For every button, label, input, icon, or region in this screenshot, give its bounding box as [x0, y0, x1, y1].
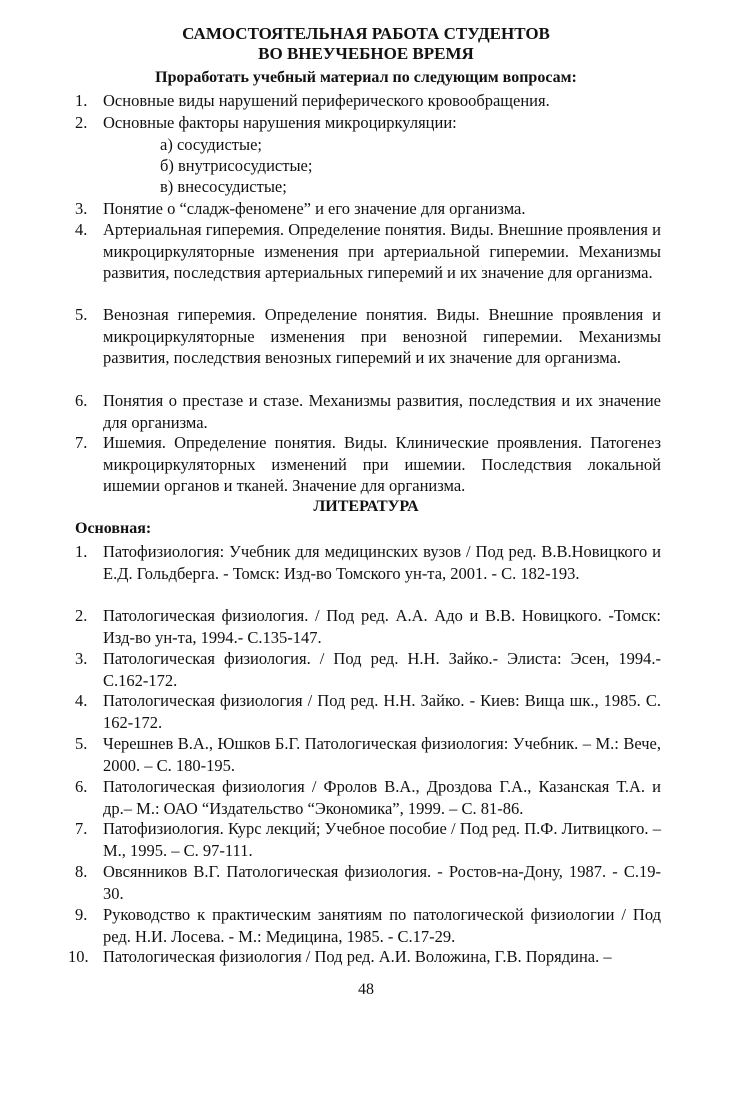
- subitem-intravascular: б) внутрисосудистые;: [160, 156, 313, 175]
- question-item: [75, 304, 661, 369]
- page-number: 48: [358, 981, 374, 998]
- question-number: 7.: [75, 433, 88, 452]
- question-text: Понятие о “сладж-феномене” и его значение для организма.: [103, 199, 526, 218]
- literature-item: [75, 776, 661, 819]
- question-number: 4.: [75, 220, 88, 239]
- question-number: 6.: [75, 391, 88, 410]
- instruction-line: Проработать учебный материал по следующим вопросам:: [155, 69, 577, 86]
- literature-item: [75, 541, 661, 584]
- literature-number: 1.: [75, 542, 88, 561]
- literature-title: ЛИТЕРАТУРА: [313, 498, 419, 515]
- literature-section-label: Основная:: [75, 520, 152, 537]
- question-item: [75, 112, 661, 134]
- literature-item: [75, 690, 661, 733]
- subitem-vascular: а) сосудистые;: [160, 135, 262, 154]
- page-title-line-2: ВО ВНЕУЧЕБНОЕ ВРЕМЯ: [258, 44, 474, 63]
- literature-text: Патологическая физиология. / Под ред. А.А. Адо и В.В. Новицкого. -Томск: Изд-во ун-та, 1994.- С.135-147.: [103, 606, 661, 647]
- literature-item: [75, 648, 661, 691]
- literature-number: 8.: [75, 862, 88, 881]
- literature-number: 9.: [75, 905, 88, 924]
- question-number: 2.: [75, 113, 88, 132]
- question-number: 5.: [75, 305, 88, 324]
- question-text: Венозная гиперемия. Определение понятия. Виды. Внешние проявления и микроциркуляторные изменения при венозной гиперемии. Механизмы развития, последствия венозных гиперемий и их значение для организма.: [103, 305, 661, 368]
- literature-number: 5.: [75, 734, 88, 753]
- literature-number: 10.: [68, 947, 89, 966]
- question-number: 3.: [75, 199, 88, 218]
- question-text: Понятия о престазе и стазе. Механизмы развития, последствия и их значение для организма.: [103, 391, 661, 432]
- literature-text: Черешнев В.А., Юшков Б.Г. Патологическая физиология: Учебник. – М.: Вече, 2000. – С. 180-195.: [103, 734, 661, 775]
- literature-text: Патологическая физиология / Фролов В.А., Дроздова Г.А., Казанская Т.А. и др.– М.: ОАО “Издательство “Экономика”, 1999. – С. 81-86.: [103, 777, 661, 818]
- literature-item: [75, 861, 661, 904]
- literature-text: Патологическая физиология. / Под ред. Н.Н. Зайко.- Элиста: Эсен, 1994.- С.162-172.: [103, 649, 661, 690]
- question-item: [75, 432, 661, 497]
- literature-text: Патологическая физиология / Под ред. А.И. Воложина, Г.В. Порядина. –: [103, 947, 612, 966]
- literature-text: Патологическая физиология / Под ред. Н.Н. Зайко. - Киев: Вища шк., 1985. С. 162-172.: [103, 691, 661, 732]
- question-item: [75, 390, 661, 433]
- literature-text: Овсянников В.Г. Патологическая физиология. - Ростов-на-Дону, 1987. - С.19-30.: [103, 862, 661, 903]
- literature-number: 3.: [75, 649, 88, 668]
- literature-number: 2.: [75, 606, 88, 625]
- question-text: Основные факторы нарушения микроциркуляции:: [103, 113, 457, 132]
- question-item: [75, 219, 661, 284]
- literature-text: Патофизиология: Учебник для медицинских вузов / Под ред. В.В.Новицкого и Е.Д. Гольдберга. - Томск: Изд-во Томского ун-та, 2001. - С. 182-193.: [103, 542, 661, 583]
- question-item: [75, 90, 661, 112]
- question-text: Артериальная гиперемия. Определение понятия. Виды. Внешние проявления и микроциркуляторные изменения при артериальной гиперемии. Механизмы развития, последствия артериальных гиперемий и их значение для организма.: [103, 220, 661, 283]
- literature-text: Патофизиология. Курс лекций; Учебное пособие / Под ред. П.Ф. Литвицкого. – М., 1995. – С. 97-111.: [103, 819, 661, 860]
- question-text: Основные виды нарушений периферического кровообращения.: [103, 91, 550, 110]
- literature-item: [68, 946, 661, 968]
- literature-number: 6.: [75, 777, 88, 796]
- literature-item: [75, 733, 661, 776]
- question-item: [75, 198, 661, 220]
- literature-item: [75, 904, 661, 947]
- literature-number: 7.: [75, 819, 88, 838]
- subitem-extravascular: в) внесосудистые;: [160, 177, 287, 196]
- page-title-line-1: САМОСТОЯТЕЛЬНАЯ РАБОТА СТУДЕНТОВ: [182, 24, 550, 43]
- literature-text: Руководство к практическим занятиям по патологической физиологии / Под ред. Н.И. Лосева. - М.: Медицина, 1985. - С.17-29.: [103, 905, 661, 946]
- question-text: Ишемия. Определение понятия. Виды. Клинические проявления. Патогенез микроциркуляторных изменений при ишемии. Последствия локальной ишемии органов и тканей. Значение для организма.: [103, 433, 661, 496]
- question-number: 1.: [75, 91, 88, 110]
- literature-item: [75, 818, 661, 861]
- literature-item: [75, 605, 661, 648]
- literature-number: 4.: [75, 691, 88, 710]
